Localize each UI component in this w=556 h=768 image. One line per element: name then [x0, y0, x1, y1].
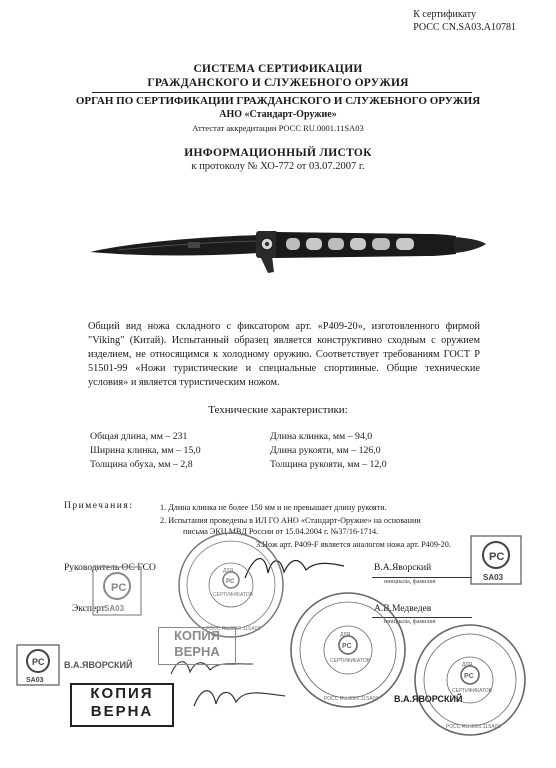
accreditation-line: Аттестат аккредитации РОСС RU.0001.11SA03	[192, 123, 364, 133]
head-name: В.А.Яворский	[374, 563, 432, 573]
gost-r-logo-stamp-2	[470, 535, 522, 585]
handle-cutout	[396, 238, 414, 250]
expert-label: Эксперт	[72, 604, 105, 614]
system-title-line2: ГРАЖДАНСКОГО И СЛУЖЕБНОГО ОРУЖИЯ	[147, 77, 409, 89]
handle-cutout	[306, 238, 322, 250]
handle-cutout	[372, 238, 390, 250]
certificate-reference-label: К сертификату	[413, 9, 476, 20]
gost-r-logo-stamp-1	[92, 566, 142, 616]
knife-pommel	[454, 237, 486, 253]
copy-stamp-line1: КОПИЯ	[90, 685, 154, 702]
system-title-line1: СИСТЕМА СЕРТИФИКАЦИИ	[193, 63, 363, 75]
head-label: Руководитель ОС ГСО	[64, 563, 156, 573]
handle-cutout	[286, 238, 300, 250]
name-stamp-1: В.А.ЯВОРСКИЙ	[64, 660, 133, 670]
seal-center-label: СЕРТИФИКАТОВ	[213, 592, 254, 598]
knife-guard	[260, 256, 274, 273]
spec-handle-thickness: Толщина рукояти, мм – 12,0	[270, 459, 387, 470]
seal-reg-number: РОСС RU.0001.11SA03	[206, 626, 261, 632]
copy-stamp-line1: КОПИЯ	[173, 628, 221, 643]
spec-total-length: Общая длина, мм – 231	[90, 431, 188, 442]
seal-center-label: СЕРТИФИКАТОВ	[330, 658, 371, 664]
pivot-center	[265, 242, 269, 246]
spec-handle-length: Длина рукояти, мм – 126,0	[270, 445, 381, 456]
svg-text:PC: PC	[342, 643, 352, 650]
knife-description: Общий вид ножа складного с фиксатором арт. «P409-20», изготовленного фирмой "Viking" (Китай). Испытанный образец является конструктивно сходным с оружием изделием, не относящимся к холодному оружию. Соответствует требованиям ГОСТ Р 51501-99 «Ножи туристические и специальные спортивные. Общие технические условия» и является туристическим ножом.	[88, 321, 480, 388]
seal-center-top: ДЛЯ	[462, 662, 473, 668]
header-divider	[92, 92, 472, 93]
svg-text:PC: PC	[489, 551, 505, 563]
name-stamp-2: В.А.ЯВОРСКИЙ	[394, 694, 463, 704]
gost-r-logo-stamp-3	[16, 644, 60, 686]
seal-center-top: ДЛЯ	[223, 568, 234, 574]
blade-logo	[188, 242, 200, 248]
spec-blade-length: Длина клинка, мм – 94,0	[270, 431, 373, 442]
certificate-reference	[413, 8, 516, 34]
copy-stamp-line2: ВЕРНА	[90, 703, 154, 720]
organ-title: ОРГАН ПО СЕРТИФИКАЦИИ ГРАЖДАНСКОГО И СЛУЖЕБНОГО ОРУЖИЯ	[75, 95, 481, 107]
sa03-label: SA03	[104, 604, 125, 613]
svg-text:PC: PC	[226, 579, 235, 585]
expert-name-caption: инициалы, фамилия	[384, 619, 436, 625]
document-title: ИНФОРМАЦИОННЫЙ ЛИСТОК	[184, 147, 372, 159]
svg-text:PC: PC	[464, 673, 474, 680]
note-2b: письма ЭКЦ МВД России от 15.04.2004 г. №37/16-1714.	[183, 527, 379, 536]
spec-spine-thickness: Толщина обуха, мм – 2,8	[90, 459, 193, 470]
expert-name: А.В.Медведев	[374, 604, 432, 614]
sa03-label: SA03	[483, 573, 504, 582]
handle-cutout	[328, 238, 344, 250]
seal-reg-number: РОСС RU.0001.11SA03	[446, 724, 501, 730]
round-seal-1	[176, 530, 286, 640]
knife-image	[88, 218, 488, 280]
svg-text:PC: PC	[32, 657, 45, 667]
svg-text:PC: PC	[111, 582, 127, 594]
notes-label: Примечания:	[64, 501, 134, 511]
sa03-label: SA03	[26, 677, 44, 684]
note-3: 3.Нож арт. P409-F является аналогом ножа арт. P409-20.	[256, 540, 451, 549]
copy-stamp-line2: ВЕРНА	[174, 644, 220, 659]
copy-true-stamp-faded	[158, 627, 236, 665]
seal-reg-number: РОСС RU.0001.11SA03	[324, 696, 379, 702]
spec-blade-width: Ширина клинка, мм – 15,0	[90, 445, 201, 456]
head-name-caption: инициалы, фамилия	[384, 579, 436, 585]
seal-center-top: ДЛЯ	[340, 632, 351, 638]
head-name-line	[372, 577, 472, 578]
copy-true-stamp	[70, 683, 174, 727]
certificate-number: РОСС CN.SA03.A10781	[413, 22, 516, 33]
note-2a: 2. Испытания проведены в ИЛ ГО АНО «Стандарт-Оружие» на основании	[160, 516, 421, 525]
note-1: 1. Длина клинка не более 150 мм и не превышает длину рукояти.	[160, 503, 387, 512]
signature-scribble-2	[190, 682, 290, 714]
seal-center-label: СЕРТИФИКАТОВ	[452, 688, 493, 694]
round-seal-3	[412, 622, 528, 738]
protocol-line: к протоколу № ХО-772 от 03.07.2007 г.	[191, 161, 365, 172]
organization-name: АНО «Стандарт-Оружие»	[219, 109, 337, 120]
specs-title: Технические характеристики:	[208, 404, 348, 416]
round-seal-2	[288, 590, 408, 710]
handle-cutout	[350, 238, 366, 250]
